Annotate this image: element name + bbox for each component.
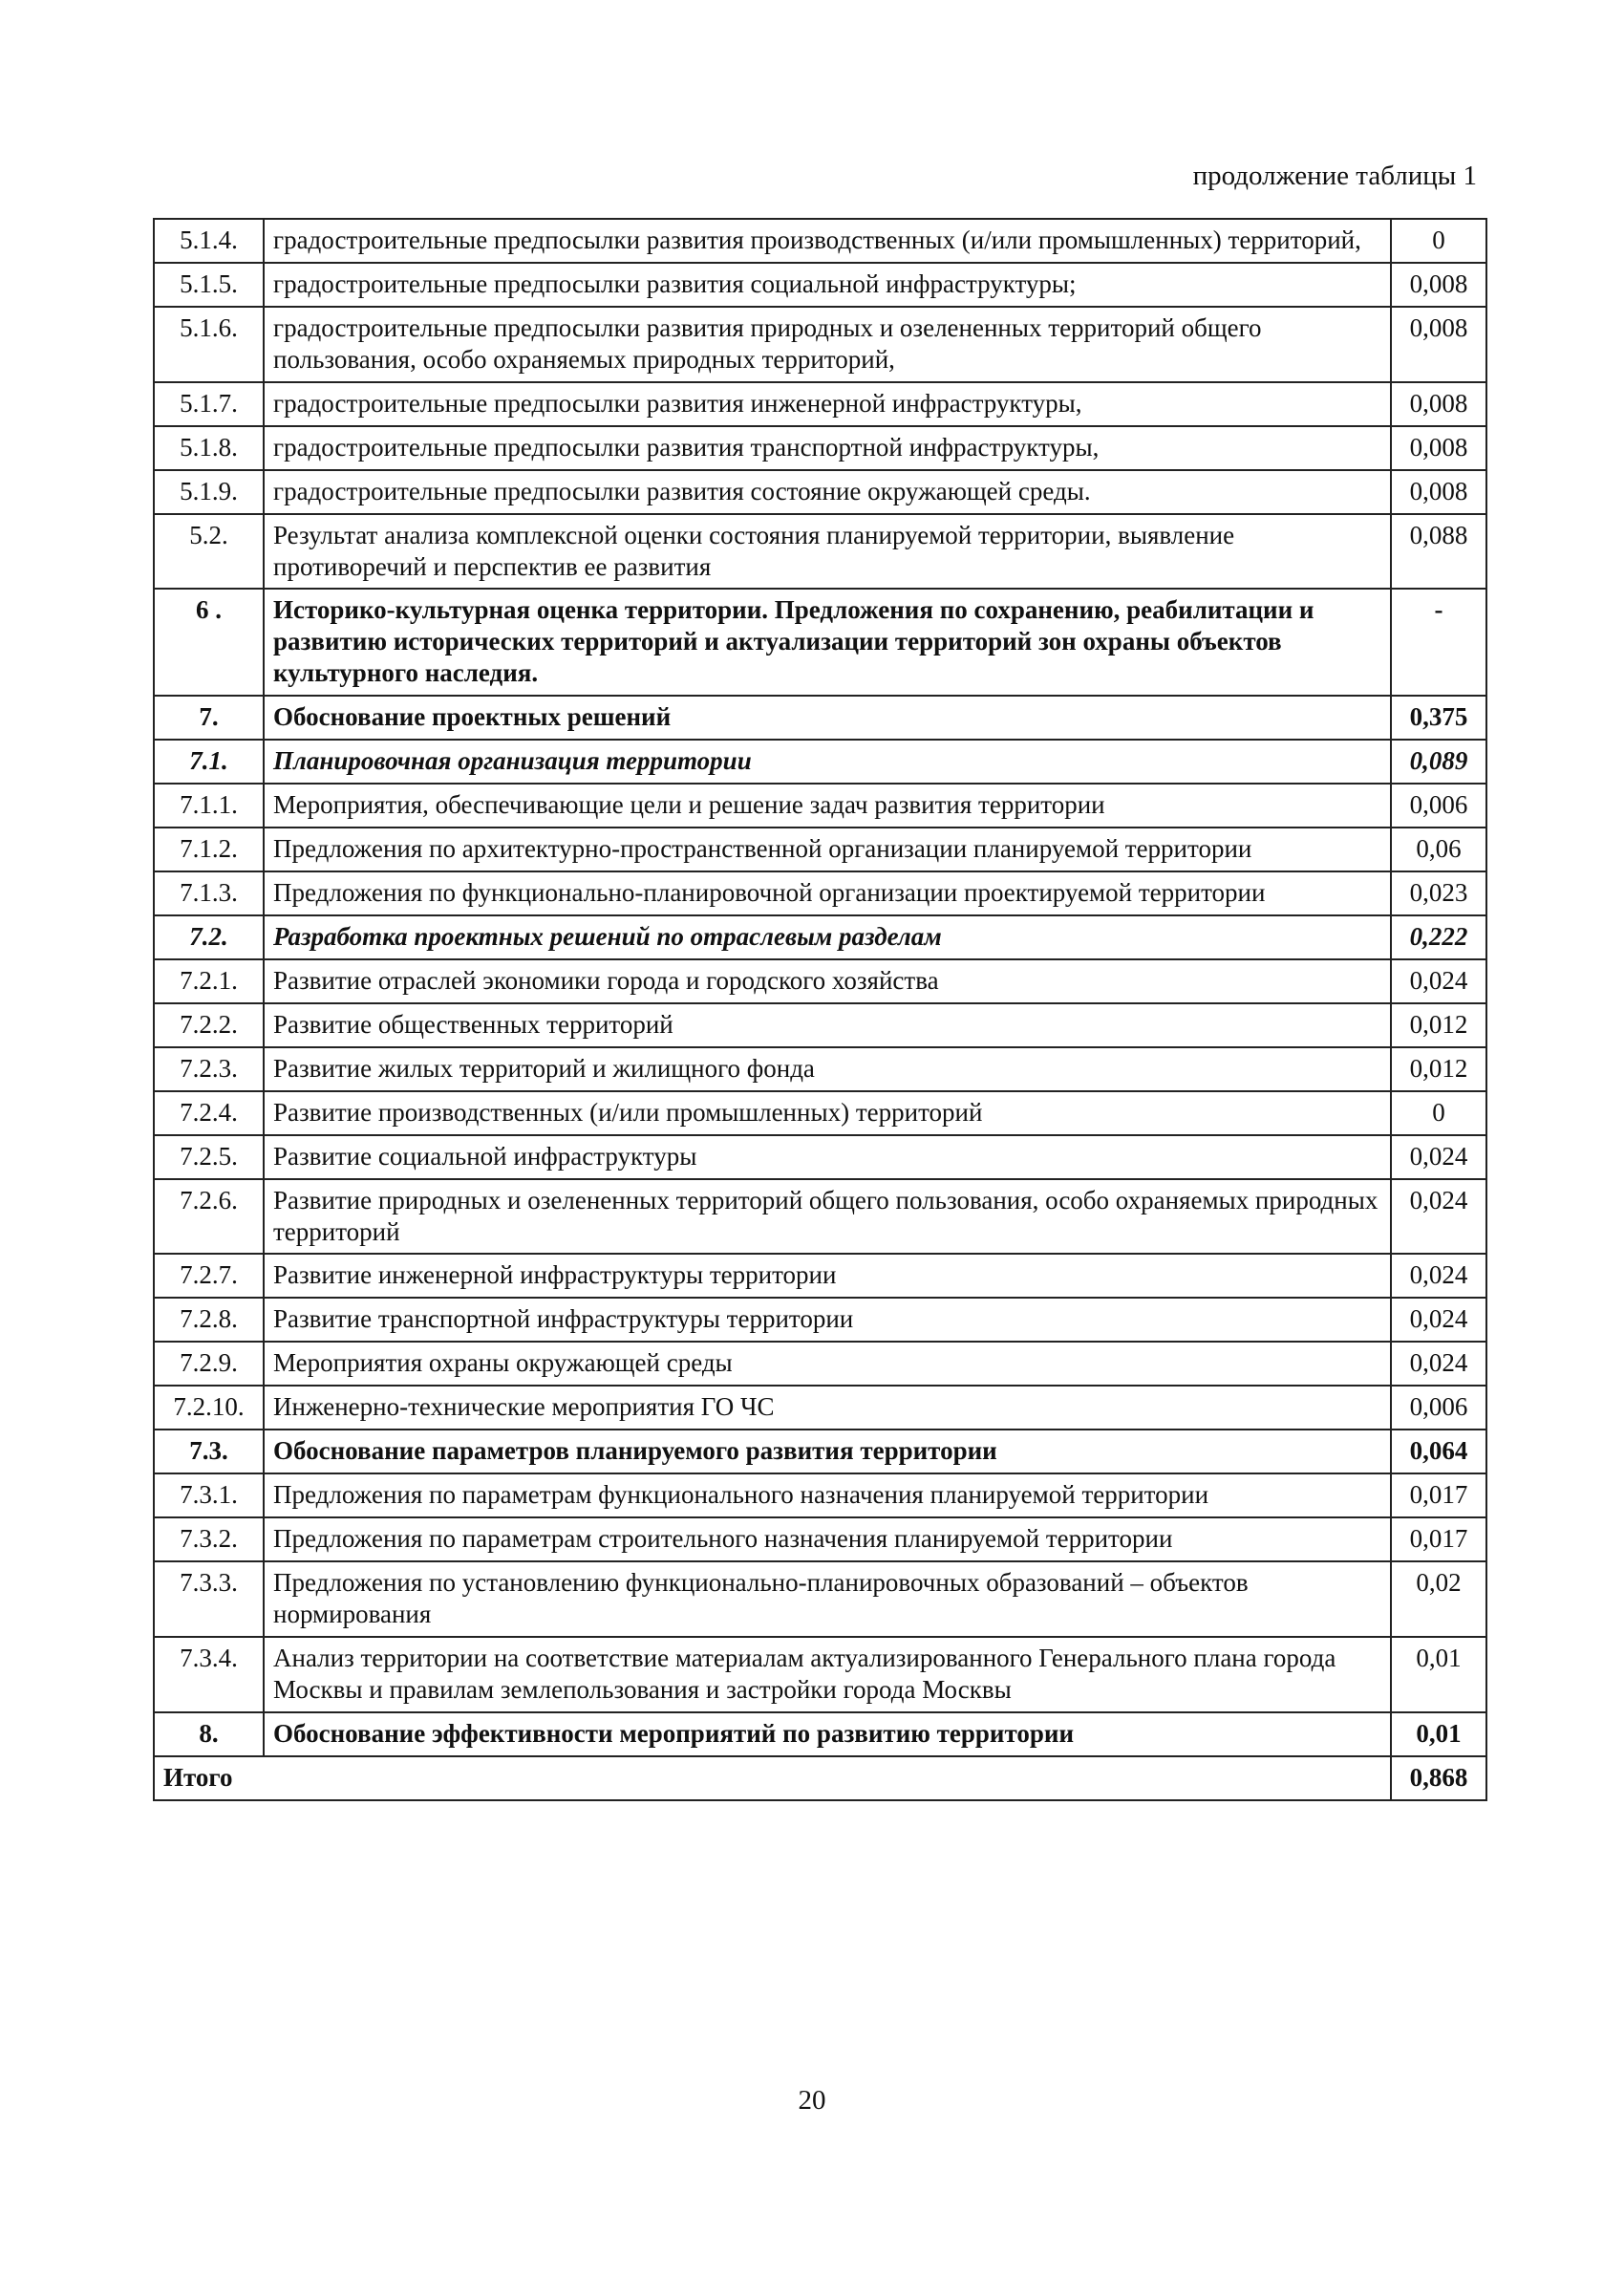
row-value: 0,006 <box>1391 784 1486 828</box>
table-row <box>154 1047 1486 1091</box>
row-value: - <box>1391 589 1486 696</box>
row-value: 0,023 <box>1391 871 1486 915</box>
row-number: 7.3. <box>154 1430 264 1473</box>
row-number: 7.2.2. <box>154 1003 264 1047</box>
row-description: Развитие инженерной инфраструктуры территории <box>264 1254 1391 1298</box>
row-number: 5.2. <box>154 514 264 590</box>
row-value: 0,008 <box>1391 307 1486 382</box>
row-value: 0,006 <box>1391 1386 1486 1430</box>
row-description: Предложения по установлению функционально-планировочных образований – объектов нормирования <box>264 1561 1391 1637</box>
row-value: 0,024 <box>1391 1135 1486 1179</box>
row-number: 7.1.3. <box>154 871 264 915</box>
row-number: 5.1.4. <box>154 219 264 263</box>
table-row <box>154 1298 1486 1342</box>
row-value: 0,064 <box>1391 1430 1486 1473</box>
row-description: градостроительные предпосылки развития инженерной инфраструктуры, <box>264 382 1391 426</box>
table-caption: продолжение таблицы 1 <box>1192 161 1477 191</box>
table-row <box>154 1517 1486 1561</box>
page-number: 20 <box>798 2085 826 2116</box>
row-description: Развитие жилых территорий и жилищного фонда <box>264 1047 1391 1091</box>
table-row <box>154 1179 1486 1255</box>
row-description: Развитие социальной инфраструктуры <box>264 1135 1391 1179</box>
row-value: 0,024 <box>1391 1254 1486 1298</box>
row-number: 5.1.6. <box>154 307 264 382</box>
row-number: 7.2. <box>154 915 264 959</box>
row-value: 0,024 <box>1391 1342 1486 1386</box>
total-label: Итого <box>154 1756 264 1800</box>
row-description: Анализ территории на соответствие материалам актуализированного Генерального плана города Москвы и правилам землепользования и застройки города Москвы <box>264 1637 1391 1712</box>
table-row <box>154 263 1486 307</box>
row-number: 7.2.3. <box>154 1047 264 1091</box>
row-description: Развитие отраслей экономики города и городского хозяйства <box>264 959 1391 1003</box>
row-number: 7.2.5. <box>154 1135 264 1179</box>
row-number: 5.1.8. <box>154 426 264 470</box>
table-row <box>154 307 1486 382</box>
row-description: Результат анализа комплексной оценки состояния планируемой территории, выявление противоречий и перспектив ее развития <box>264 514 1391 590</box>
row-number: 7.1. <box>154 740 264 784</box>
row-value: 0,222 <box>1391 915 1486 959</box>
row-number: 7.1.1. <box>154 784 264 828</box>
total-value: 0,868 <box>1391 1756 1486 1800</box>
row-number: 7.2.8. <box>154 1298 264 1342</box>
row-value: 0,012 <box>1391 1047 1486 1091</box>
row-value: 0,06 <box>1391 828 1486 871</box>
table-body <box>154 219 1486 1800</box>
row-description: градостроительные предпосылки развития состояние окружающей среды. <box>264 470 1391 514</box>
cost-table <box>153 218 1487 1801</box>
row-value: 0,01 <box>1391 1712 1486 1756</box>
table-row <box>154 589 1486 696</box>
table-row <box>154 959 1486 1003</box>
table-row <box>154 1637 1486 1712</box>
row-value: 0,017 <box>1391 1473 1486 1517</box>
row-description: Мероприятия, обеспечивающие цели и решение задач развития территории <box>264 784 1391 828</box>
row-description: Историко-культурная оценка территории. Предложения по сохранению, реабилитации и развитию исторических территорий и актуализации территорий зон охраны объектов культурного наследия. <box>264 589 1391 696</box>
row-number: 6 . <box>154 589 264 696</box>
table-row <box>154 1473 1486 1517</box>
row-value: 0,375 <box>1391 696 1486 740</box>
table-row <box>154 1342 1486 1386</box>
row-value: 0,012 <box>1391 1003 1486 1047</box>
row-description: Планировочная организация территории <box>264 740 1391 784</box>
row-description: градостроительные предпосылки развития производственных (и/или промышленных) территорий, <box>264 219 1391 263</box>
table-row <box>154 1712 1486 1756</box>
row-number: 7.2.9. <box>154 1342 264 1386</box>
row-number: 5.1.5. <box>154 263 264 307</box>
table-row <box>154 470 1486 514</box>
row-value: 0,01 <box>1391 1637 1486 1712</box>
row-description: Предложения по архитектурно-пространственной организации планируемой территории <box>264 828 1391 871</box>
row-number: 8. <box>154 1712 264 1756</box>
row-description: градостроительные предпосылки развития природных и озелененных территорий общего пользования, особо охраняемых природных территорий, <box>264 307 1391 382</box>
table-row <box>154 1254 1486 1298</box>
table-row <box>154 426 1486 470</box>
table-row <box>154 828 1486 871</box>
table-row <box>154 1386 1486 1430</box>
row-description: градостроительные предпосылки развития транспортной инфраструктуры, <box>264 426 1391 470</box>
row-description: Развитие производственных (и/или промышленных) территорий <box>264 1091 1391 1135</box>
row-description: Инженерно-технические мероприятия ГО ЧС <box>264 1386 1391 1430</box>
row-number: 7.3.1. <box>154 1473 264 1517</box>
row-value: 0,024 <box>1391 959 1486 1003</box>
table-row <box>154 514 1486 590</box>
row-value: 0,089 <box>1391 740 1486 784</box>
row-value: 0 <box>1391 219 1486 263</box>
row-number: 5.1.9. <box>154 470 264 514</box>
row-number: 7.1.2. <box>154 828 264 871</box>
row-number: 7.3.3. <box>154 1561 264 1637</box>
row-description: Мероприятия охраны окружающей среды <box>264 1342 1391 1386</box>
row-description: Предложения по параметрам функционального назначения планируемой территории <box>264 1473 1391 1517</box>
row-value: 0,02 <box>1391 1561 1486 1637</box>
row-value: 0,088 <box>1391 514 1486 590</box>
row-description: Разработка проектных решений по отраслевым разделам <box>264 915 1391 959</box>
row-number: 5.1.7. <box>154 382 264 426</box>
row-description: Развитие природных и озелененных территорий общего пользования, особо охраняемых природных территорий <box>264 1179 1391 1255</box>
table-row <box>154 740 1486 784</box>
row-number: 7.3.2. <box>154 1517 264 1561</box>
row-number: 7.2.1. <box>154 959 264 1003</box>
table-row <box>154 871 1486 915</box>
table-row <box>154 1561 1486 1637</box>
row-number: 7. <box>154 696 264 740</box>
row-description: Обоснование эффективности мероприятий по развитию территории <box>264 1712 1391 1756</box>
row-value: 0 <box>1391 1091 1486 1135</box>
table-row <box>154 1003 1486 1047</box>
table-row <box>154 696 1486 740</box>
row-value: 0,008 <box>1391 382 1486 426</box>
row-value: 0,008 <box>1391 263 1486 307</box>
row-number: 7.2.4. <box>154 1091 264 1135</box>
table-row <box>154 219 1486 263</box>
table-row <box>154 1430 1486 1473</box>
row-number: 7.2.6. <box>154 1179 264 1255</box>
table-row <box>154 915 1486 959</box>
row-description: Обоснование проектных решений <box>264 696 1391 740</box>
table-row <box>154 1091 1486 1135</box>
row-number: 7.3.4. <box>154 1637 264 1712</box>
table-row <box>154 1135 1486 1179</box>
total-empty-cell <box>264 1756 1391 1800</box>
row-description: Развитие транспортной инфраструктуры территории <box>264 1298 1391 1342</box>
table-row <box>154 784 1486 828</box>
row-description: Обоснование параметров планируемого развития территории <box>264 1430 1391 1473</box>
row-value: 0,017 <box>1391 1517 1486 1561</box>
row-value: 0,024 <box>1391 1298 1486 1342</box>
row-description: Предложения по функционально-планировочной организации проектируемой территории <box>264 871 1391 915</box>
table-row <box>154 382 1486 426</box>
row-number: 7.2.10. <box>154 1386 264 1430</box>
row-description: градостроительные предпосылки развития социальной инфраструктуры; <box>264 263 1391 307</box>
row-value: 0,008 <box>1391 426 1486 470</box>
total-row <box>154 1756 1486 1800</box>
row-value: 0,024 <box>1391 1179 1486 1255</box>
row-value: 0,008 <box>1391 470 1486 514</box>
row-description: Предложения по параметрам строительного назначения планируемой территории <box>264 1517 1391 1561</box>
row-description: Развитие общественных территорий <box>264 1003 1391 1047</box>
row-number: 7.2.7. <box>154 1254 264 1298</box>
